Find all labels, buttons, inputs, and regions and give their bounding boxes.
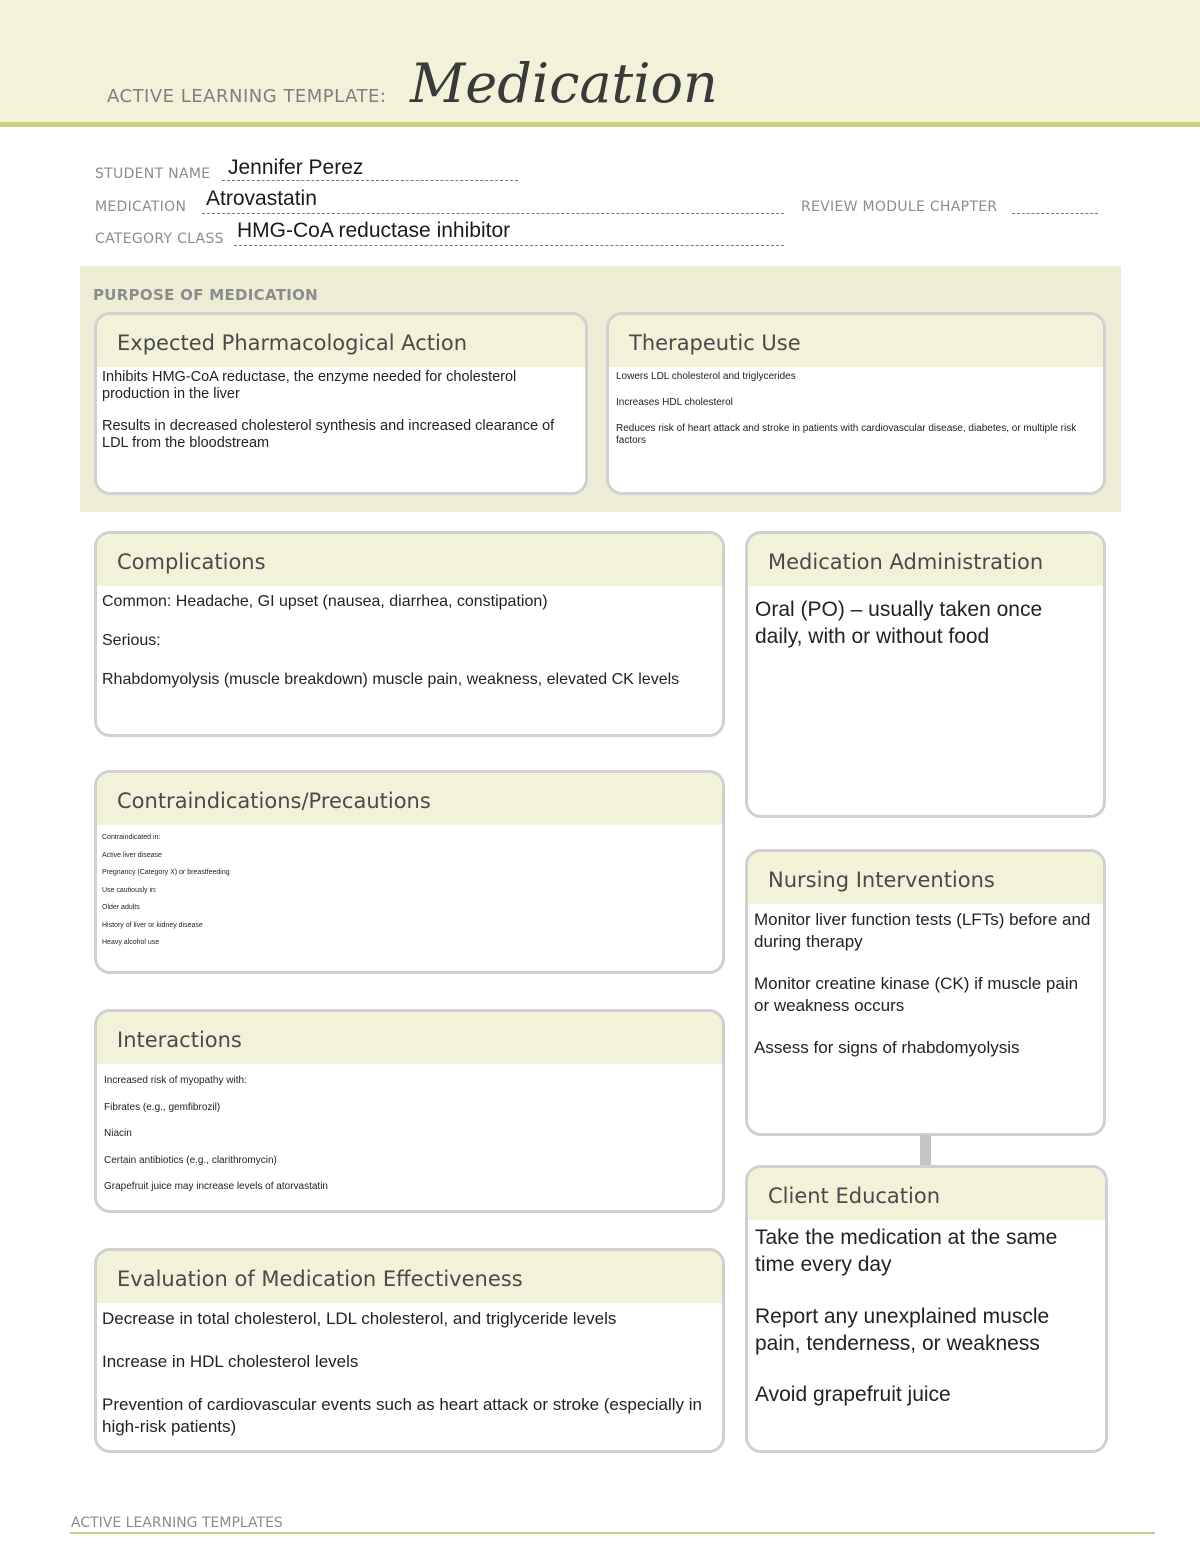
review-module-label: REVIEW MODULE CHAPTER xyxy=(801,199,998,215)
expected-action-box xyxy=(94,312,588,495)
therapeutic-use-text-1: Lowers LDL cholesterol and triglycerides xyxy=(616,371,796,382)
interactions-heading: Interactions xyxy=(97,1012,722,1064)
nursing-interventions-text-1: Monitor liver function tests (LFTs) before and during therapy xyxy=(754,910,1091,952)
interactions-line-5: Grapefruit juice may increase levels of atorvastatin xyxy=(104,1181,328,1192)
contraindications-line-1: Contraindicated in: xyxy=(102,834,161,841)
student-name-label: STUDENT NAME xyxy=(95,166,211,182)
evaluation-text-1: Decrease in total cholesterol, LDL cholesterol, and triglyceride levels xyxy=(102,1309,617,1328)
client-education-heading: Client Education xyxy=(748,1168,1105,1220)
medication-administration-heading: Medication Administration xyxy=(748,534,1103,586)
contraindications-line-2: Active liver disease xyxy=(102,851,162,859)
therapeutic-use-box xyxy=(606,312,1106,495)
evaluation-box xyxy=(94,1248,725,1453)
therapeutic-use-text-2: Increases HDL cholesterol xyxy=(616,397,733,408)
header-rule xyxy=(0,122,1200,127)
contraindications-line-6: History of liver or kidney disease xyxy=(102,921,203,929)
evaluation-heading: Evaluation of Medication Effectiveness xyxy=(97,1251,722,1303)
interactions-box xyxy=(94,1009,725,1213)
complications-text-1: Common: Headache, GI upset (nausea, diarrhea, constipation) xyxy=(102,593,548,610)
complications-text-3: Rhabdomyolysis (muscle breakdown) muscle pain, weakness, elevated CK levels xyxy=(102,671,680,689)
template-label: ACTIVE LEARNING TEMPLATE: xyxy=(107,86,387,107)
expected-action-heading: Expected Pharmacological Action xyxy=(97,315,585,367)
interactions-line-4: Certain antibiotics (e.g., clarithromycin) xyxy=(104,1154,277,1166)
student-name-field[interactable]: Jennifer Perez xyxy=(228,156,364,179)
evaluation-text-2: Increase in HDL cholesterol levels xyxy=(102,1352,359,1372)
complications-heading: Complications xyxy=(97,534,722,586)
interactions-line-3: Niacin xyxy=(104,1128,132,1139)
category-class-label: CATEGORY CLASS xyxy=(95,231,224,247)
interactions-line-1: Increased risk of myopathy with: xyxy=(104,1075,247,1086)
complications-text-2: Serious: xyxy=(102,632,161,650)
expected-action-text-2: Results in decreased cholesterol synthesis and increased clearance of LDL from the bloodstream xyxy=(102,417,555,452)
expected-action-text-1: Inhibits HMG-CoA reductase, the enzyme needed for cholesterol production in the liver xyxy=(102,369,517,403)
nursing-interventions-box xyxy=(745,849,1106,1136)
contraindications-box xyxy=(94,770,725,974)
box-connector xyxy=(920,1135,931,1165)
complications-box xyxy=(94,531,725,737)
nursing-interventions-text-2: Monitor creatine kinase (CK) if muscle pain or weakness occurs xyxy=(754,974,1079,1016)
contraindications-line-5: Older adults xyxy=(102,904,140,911)
therapeutic-use-text-3: Reduces risk of heart attack and stroke in patients with cardiovascular disease, diabetes, or multiple risk factors xyxy=(616,423,1077,446)
client-education-text-1: Take the medication at the same time every day xyxy=(755,1226,1058,1277)
medication-field[interactable]: Atrovastatin xyxy=(206,187,317,210)
medication-administration-text: Oral (PO) – usually taken once daily, with or without food xyxy=(755,598,1043,649)
page-title: Medication xyxy=(410,52,718,115)
evaluation-text-3: Prevention of cardiovascular events such as heart attack or stroke (especially in high-risk patients) xyxy=(102,1395,703,1437)
client-education-box xyxy=(745,1165,1108,1453)
medication-administration-box xyxy=(745,531,1106,818)
contraindications-line-4: Use cautiously in: xyxy=(102,886,157,894)
contraindications-line-7: Heavy alcohol use xyxy=(102,939,160,946)
footer-label: ACTIVE LEARNING TEMPLATES xyxy=(71,1515,283,1531)
contraindications-heading: Contraindications/Precautions xyxy=(97,773,722,825)
footer-rule xyxy=(70,1532,1155,1534)
nursing-interventions-heading: Nursing Interventions xyxy=(748,852,1103,904)
client-education-text-2: Report any unexplained muscle pain, tenderness, or weakness xyxy=(755,1304,1050,1355)
review-module-field[interactable] xyxy=(1012,199,1098,214)
client-education-text-3: Avoid grapefruit juice xyxy=(755,1383,951,1407)
purpose-title: PURPOSE OF MEDICATION xyxy=(93,286,319,304)
nursing-interventions-text-3: Assess for signs of rhabdomyolysis xyxy=(754,1038,1020,1058)
therapeutic-use-heading: Therapeutic Use xyxy=(609,315,1103,367)
contraindications-line-3: Pregnancy (Category X) or breastfeeding xyxy=(102,869,230,876)
interactions-line-2: Fibrates (e.g., gemfibrozil) xyxy=(104,1101,221,1113)
medication-label: MEDICATION xyxy=(95,199,187,215)
category-class-field[interactable]: HMG-CoA reductase inhibitor xyxy=(237,219,511,242)
